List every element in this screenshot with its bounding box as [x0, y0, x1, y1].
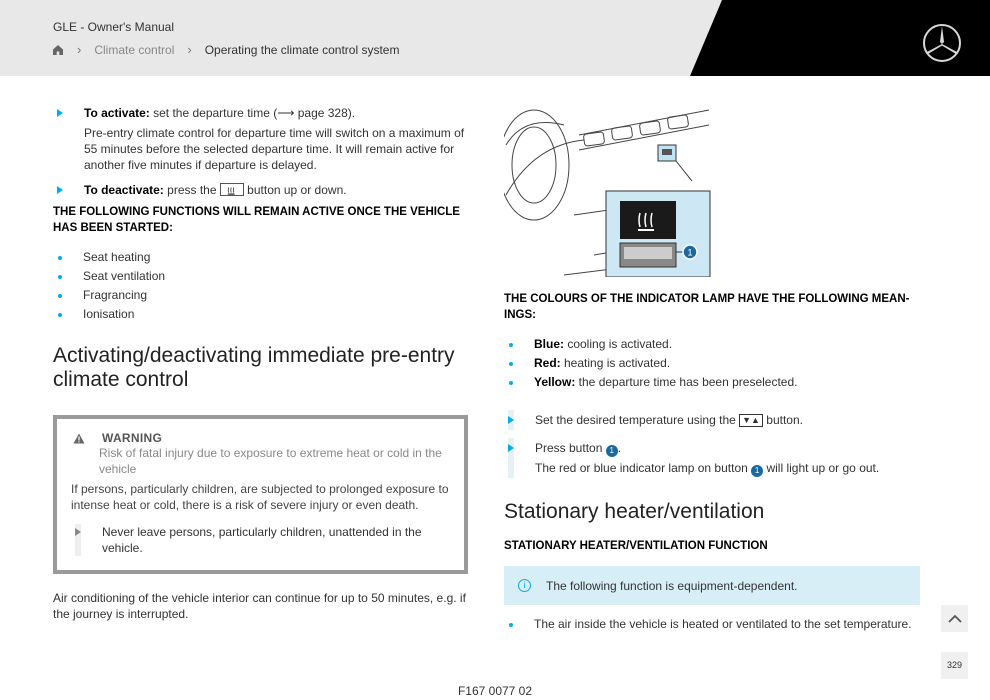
bullet-dot — [509, 623, 513, 627]
dashboard-illustration[interactable] — [504, 105, 711, 277]
functions-list — [53, 248, 469, 324]
list-item: The air inside the vehicle is heated or ventilated to the set temperature. — [504, 615, 920, 634]
warning-body: If persons, particularly children, are subjected to prolonged exposure to intense heat or cold, there is a risk of severe injury or even death. — [71, 482, 449, 512]
app-title: GLE - Owner's Manual — [53, 20, 175, 34]
breadcrumb-current-page: Operating the climate control system — [204, 42, 400, 57]
breadcrumb-link-climate-control[interactable]: Climate control — [94, 42, 175, 57]
list-item: Ionisation — [53, 305, 469, 324]
figure-code: F167 0077 02 — [457, 684, 533, 698]
step-arrow-icon — [57, 186, 63, 194]
warning-triangle-icon — [73, 433, 85, 444]
step-arrow-icon — [508, 416, 514, 424]
list-item: Blue: cooling is activated. — [504, 335, 920, 354]
bullet-dot — [509, 362, 513, 366]
set-temperature-step: Set the desired temperature using the ▼▲ button. — [504, 410, 920, 430]
warning-subtitle: Risk of fatal injury due to exposure to extreme heat or cold in the vehicle — [99, 446, 442, 476]
warning-title: WARNING — [102, 431, 163, 445]
temperature-button-icon: ▼▲ — [739, 414, 763, 427]
callout-badge-icon: 1 — [751, 465, 763, 477]
step-arrow-icon — [75, 528, 81, 536]
functions-heading: THE FOLLOWING FUNCTIONS WILL REMAIN ACTIVE ONCE THE VEHICLE HAS BEEN STARTED: — [53, 206, 460, 234]
stationary-heater-sub-heading: STATIONARY HEATER/VENTILATION FUNCTION — [504, 540, 768, 552]
chevron-up-icon — [948, 614, 962, 623]
figure-callout-label: 1 — [687, 247, 693, 258]
bullet-dot — [509, 343, 513, 347]
bullet-dot — [509, 381, 513, 385]
mercedes-star-icon[interactable] — [922, 23, 962, 63]
chevron-right-icon: › — [187, 42, 192, 57]
warning-step: Never leave persons, particularly children, unattended in the vehicle. — [71, 524, 450, 556]
callout-badge-icon: 1 — [606, 445, 618, 457]
info-note — [504, 566, 920, 605]
list-item: Red: heating is activated. — [504, 354, 920, 373]
press-button-step: Press button 1 . The red or blue indicator lamp on button 1 will light up or go out. — [504, 438, 920, 478]
step-arrow-icon — [508, 444, 514, 452]
closing-paragraph: Air conditioning of the vehicle interior can continue for up to 50 minutes, e.g. if the journey is interrupted. — [53, 591, 466, 621]
colours-heading: THE COLOURS OF THE INDICATOR LAMP HAVE THE FOLLOWING MEAN-INGS: — [504, 293, 910, 321]
warning-box — [53, 415, 468, 574]
list-item: Seat heating — [53, 248, 469, 267]
bullet-dot — [58, 256, 62, 260]
deactivate-label: To deactivate: — [84, 183, 164, 197]
section-title-stationary-heater: Stationary heater/ventilation — [504, 500, 765, 523]
left-column — [53, 105, 469, 622]
bullet-dot — [58, 313, 62, 317]
scroll-to-top-button[interactable] — [941, 605, 968, 632]
activate-step — [53, 105, 469, 173]
home-icon[interactable] — [52, 44, 64, 56]
activate-label: To activate: — [84, 106, 150, 120]
bullet-dot — [58, 275, 62, 279]
pre-entry-climate-button-icon — [220, 183, 244, 196]
stationary-heater-list — [504, 615, 920, 634]
bullet-dot — [58, 294, 62, 298]
activate-detail: Pre-entry climate control for departure time will switch on a maximum of 55 minutes before the selected departure time. It will remain active for another five minutes if departure is delayed. — [84, 126, 465, 172]
info-icon: i — [518, 579, 531, 592]
page-number-button[interactable]: 329 — [941, 652, 968, 679]
deactivate-text-before: press the — [163, 183, 220, 197]
list-item: Yellow: the departure time has been preselected. — [504, 373, 920, 392]
list-item: Seat ventilation — [53, 267, 469, 286]
breadcrumb — [52, 42, 399, 57]
deactivate-text-after: button up or down. — [243, 183, 347, 197]
deactivate-step — [53, 182, 469, 198]
chevron-right-icon: › — [77, 42, 82, 57]
activate-text: set the departure time (⟶ page 328). — [149, 106, 356, 120]
info-note-text: The following function is equipment-dependent. — [546, 578, 798, 593]
header-bar — [0, 0, 990, 76]
section-title-immediate-pre-entry: Activating/deactivating immediate pre-entry climate control — [53, 344, 455, 391]
step-arrow-icon — [57, 109, 63, 117]
list-item: Fragrancing — [53, 286, 469, 305]
colours-list — [504, 335, 920, 392]
warning-title-row — [71, 431, 450, 445]
right-column — [504, 105, 920, 634]
